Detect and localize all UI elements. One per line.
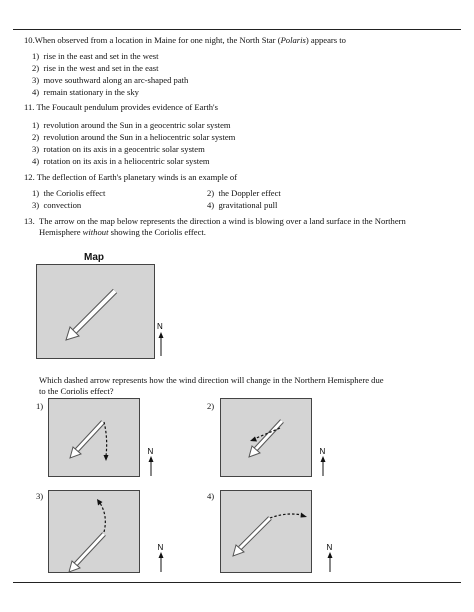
choice-text: the Coriolis effect (43, 188, 106, 198)
choice-number: 2) (32, 63, 40, 73)
option-4-label[interactable]: 4) (207, 491, 215, 501)
top-rule (13, 29, 461, 30)
choice-number: 3) (32, 200, 40, 210)
q10-stem-b: ) appears to (305, 35, 346, 45)
choice-number: 2) (32, 132, 40, 142)
map-title: Map (84, 252, 104, 263)
choice-number: 3) (32, 75, 40, 85)
q12-choice-2[interactable] (207, 188, 281, 199)
north-label: N (157, 322, 163, 331)
option-2-map[interactable] (220, 398, 340, 486)
q12-choice-1[interactable] (32, 188, 105, 199)
choice-number: 1) (32, 51, 40, 61)
q13-stem-a: The arrow on the map below represents the direction a wind is blowing over a land surface in the Northern Hemisphere (39, 216, 406, 237)
choice-text: the Doppler effect (218, 188, 281, 198)
q12-number: 12. (24, 172, 35, 182)
choice-text: revolution around the Sun in a heliocentric solar system (43, 132, 236, 142)
q13-question-line2: to the Coriolis effect? (39, 386, 114, 396)
q11-choice-4[interactable] (32, 156, 210, 167)
choice-number: 4) (207, 200, 215, 210)
q10-stem-italic: Polaris (280, 35, 306, 45)
q13-question-line1: Which dashed arrow represents how the wind direction will change in the Northern Hemisphere due (39, 375, 384, 385)
q13-stem-b: showing the Coriolis effect. (108, 226, 206, 237)
q10-choice-1[interactable] (32, 51, 159, 62)
q11-number: 11. (24, 102, 35, 112)
choice-text: rise in the west and set in the east (43, 63, 159, 73)
option-1-label[interactable]: 1) (36, 401, 44, 411)
choice-number: 4) (32, 87, 40, 97)
q10-choice-2[interactable] (32, 63, 159, 74)
map-rect (221, 491, 312, 573)
choice-text: revolution around the Sun in a geocentric solar system (43, 120, 231, 130)
choice-number: 1) (32, 188, 40, 198)
choice-number: 3) (32, 144, 40, 154)
north-arrow (327, 543, 333, 572)
map-rect (49, 491, 140, 573)
q10-stem-a: When observed from a location in Maine for one night, the North Star ( (34, 35, 281, 45)
choice-text: rotation on its axis in a heliocentric solar system (43, 156, 210, 166)
north-label: N (319, 447, 326, 456)
choice-text: rotation on its axis in a geocentric solar system (43, 144, 205, 154)
north-arrow (320, 447, 326, 476)
q10-stem (24, 35, 346, 46)
choice-text: move southward along an arc-shaped path (43, 75, 189, 85)
choice-text: convection (43, 200, 82, 210)
choice-text: gravitational pull (218, 200, 278, 210)
main-map (36, 262, 176, 366)
north-label: N (157, 543, 164, 552)
q12-stem-text: The deflection of Earth's planetary winds is an example of (36, 172, 238, 182)
q12-choice-3[interactable] (32, 200, 81, 211)
q10-choice-4[interactable] (32, 87, 139, 98)
map-rect (49, 399, 140, 477)
choice-text: remain stationary in the sky (43, 87, 139, 97)
q11-choice-3[interactable] (32, 144, 205, 155)
option-3-label[interactable]: 3) (36, 491, 44, 501)
q11-choice-2[interactable] (32, 132, 235, 143)
option-4-map[interactable] (220, 490, 340, 578)
q12-choice-4[interactable] (207, 200, 277, 211)
q12-stem (24, 172, 237, 183)
q10-choice-3[interactable] (32, 75, 188, 86)
option-2-label[interactable]: 2) (207, 401, 215, 411)
north-label: N (326, 543, 333, 552)
option-1-map[interactable] (48, 398, 168, 486)
north-arrow (148, 447, 154, 476)
north-arrow (158, 543, 164, 572)
north-label: N (147, 447, 154, 456)
choice-number: 2) (207, 188, 215, 198)
bottom-rule (13, 582, 461, 583)
q13-stem-italic: without (82, 226, 109, 237)
option-3-map[interactable] (48, 490, 168, 578)
q13-stem (39, 216, 449, 237)
q11-choice-1[interactable] (32, 120, 231, 131)
north-arrow (157, 322, 164, 356)
choice-text: rise in the east and set in the west (43, 51, 159, 61)
q11-stem-text: The Foucault pendulum provides evidence of Earth's (36, 102, 218, 112)
q10-number: 10. (24, 35, 35, 45)
choice-number: 1) (32, 120, 40, 130)
q13-number: 13. (24, 216, 35, 226)
q11-stem (24, 102, 218, 113)
choice-number: 4) (32, 156, 40, 166)
